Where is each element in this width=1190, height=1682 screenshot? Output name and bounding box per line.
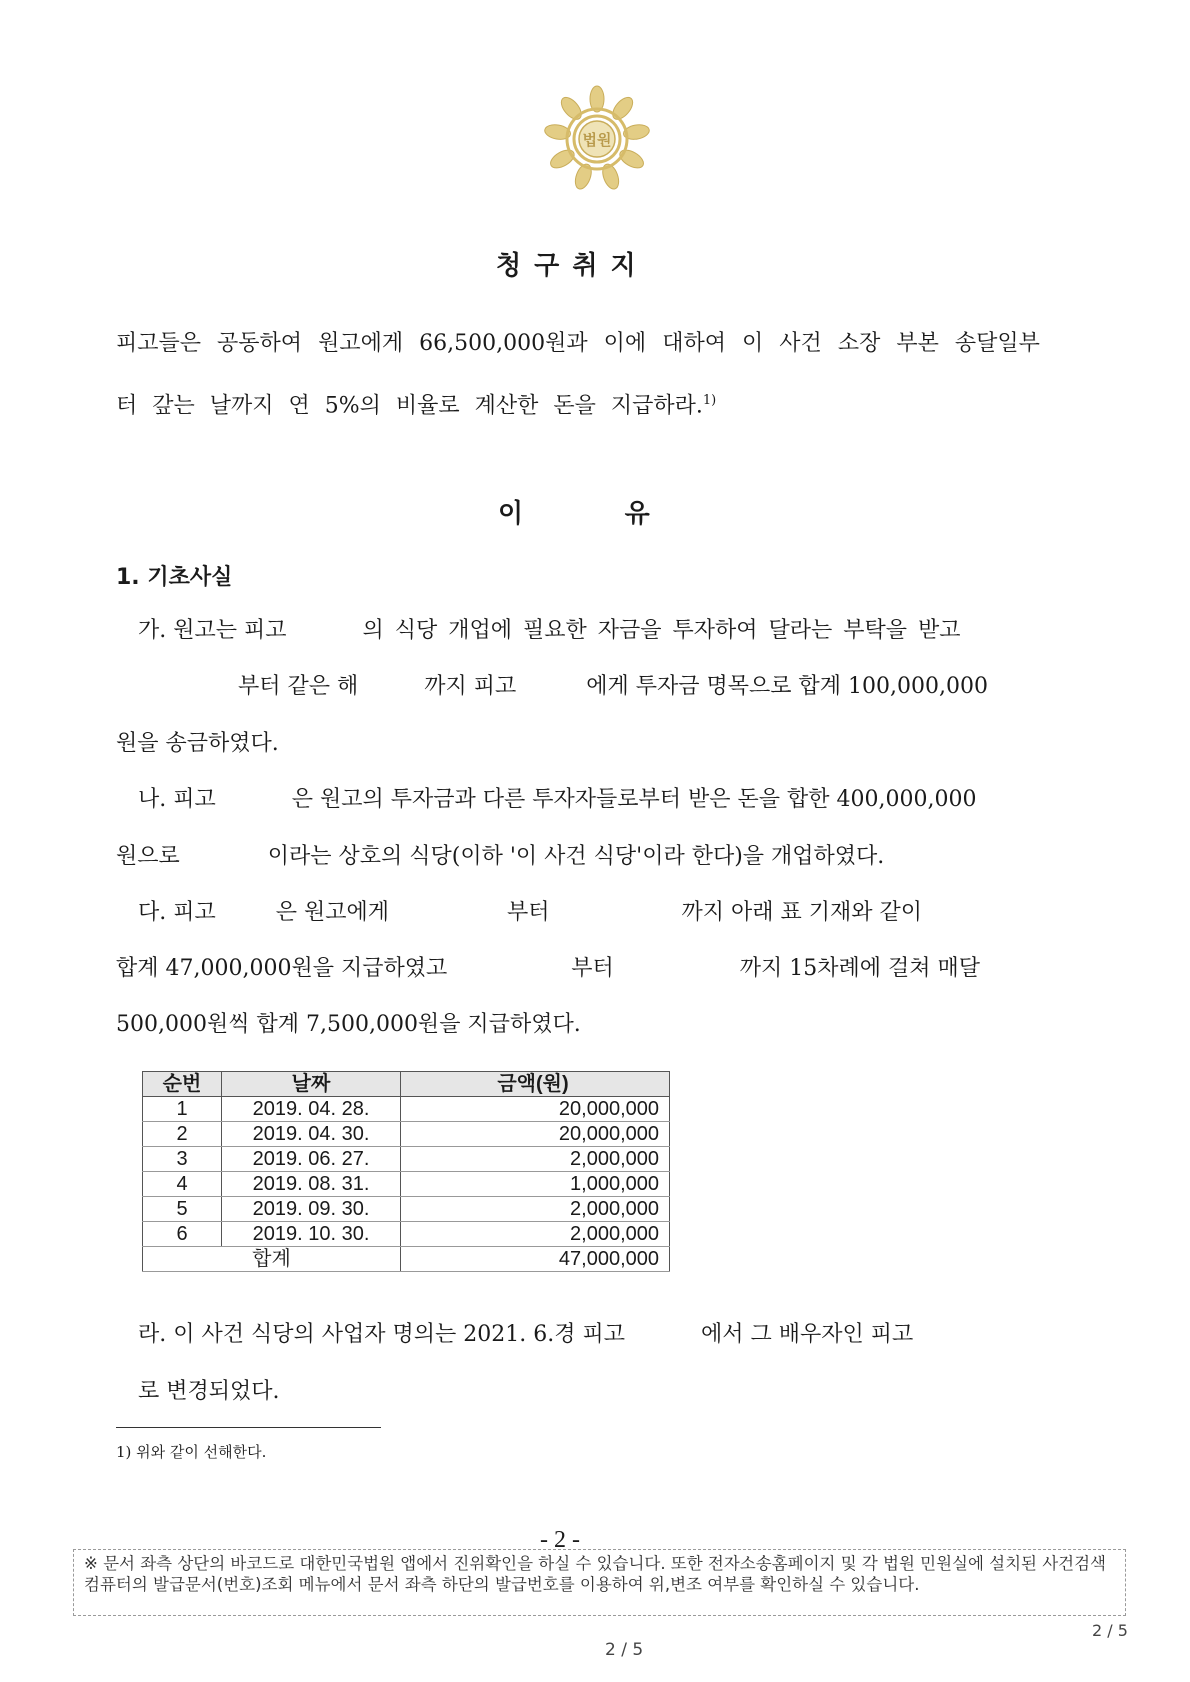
cell-number: 2: [143, 1122, 222, 1147]
total-amount: 47,000,000: [401, 1247, 670, 1272]
cell-amount: 1,000,000: [401, 1172, 670, 1197]
text-segment: 까지 아래 표 기재와 같이: [681, 900, 923, 925]
text-segment: 에서 그 배우자인 피고: [700, 1322, 914, 1347]
table-total-row: [143, 1247, 670, 1272]
table-row: [143, 1172, 670, 1197]
text-segment: 라. 이 사건 식당의 사업자 명의는 2021. 6.경 피고: [138, 1322, 625, 1347]
claim-heading: 청 구 취 지: [496, 251, 638, 281]
claim-line-2-text: 터 갚는 날까지 연 5%의 비율로 계산한 돈을 지급하라.: [116, 393, 703, 419]
text-segment: 부터: [507, 900, 550, 925]
cell-amount: 2,000,000: [401, 1197, 670, 1222]
cell-amount: 20,000,000: [401, 1122, 670, 1147]
para-na-line-2: [116, 843, 884, 871]
para-da-line-1: [138, 899, 922, 927]
page-count-bottom: 2 / 5: [605, 1640, 644, 1660]
text-segment: 에게 투자금 명목으로 합계 100,000,000: [586, 674, 988, 699]
para-na-line-1: [138, 786, 976, 814]
para-ga-line-3: 원을 송금하였다.: [116, 731, 279, 756]
claim-word: 이: [741, 331, 764, 356]
claim-word: 66,500,000원과: [419, 331, 588, 356]
claim-word: 이에: [603, 331, 647, 356]
court-emblem-logo: [543, 85, 651, 193]
table-row: [143, 1147, 670, 1172]
text-segment: 가. 원고는 피고: [138, 618, 287, 643]
table-header-row: [143, 1072, 670, 1097]
text-segment: 의 식당 개업에 필요한 자금을 투자하여 달라는 부탁을 받고: [362, 618, 961, 643]
text-segment: 까지 피고: [424, 674, 517, 699]
page-number-marker: - 2 -: [540, 1527, 580, 1553]
claim-word: 원고에게: [318, 331, 404, 356]
reasons-heading: 이 유: [498, 499, 652, 529]
para-ra-line-2: 로 변경되었다.: [138, 1379, 280, 1404]
para-ra-line-1: [138, 1321, 913, 1349]
column-header-number: 순번: [143, 1072, 222, 1097]
cell-number: 1: [143, 1097, 222, 1122]
claim-word: 피고들은: [116, 331, 202, 356]
text-segment: 부터 같은 해: [238, 674, 359, 699]
cell-date: 2019. 08. 31.: [222, 1172, 401, 1197]
table-row: [143, 1222, 670, 1247]
total-label: 합계: [143, 1247, 401, 1272]
claim-word: 부본: [896, 331, 939, 356]
section-basic-facts: 1. 기초사실: [116, 565, 233, 590]
para-da-line-2: [116, 955, 980, 983]
para-ga-line-1: [138, 617, 961, 645]
table-row: [143, 1197, 670, 1222]
text-segment: 나. 피고: [138, 787, 216, 812]
footnote-divider: [116, 1427, 381, 1428]
text-segment: 원으로: [116, 844, 180, 869]
text-segment: 이라는 상호의 식당(이하 '이 사건 식당'이라 한다)을 개업하였다.: [267, 844, 885, 869]
cell-date: 2019. 09. 30.: [222, 1197, 401, 1222]
claim-word: 공동하여: [217, 331, 303, 356]
claim-word: 사건: [779, 331, 822, 356]
claim-word: 송달일부: [954, 331, 1040, 356]
column-header-amount: 금액(원): [401, 1072, 670, 1097]
cell-date: 2019. 10. 30.: [222, 1222, 401, 1247]
cell-number: 6: [143, 1222, 222, 1247]
claim-line-1: [116, 330, 1040, 358]
text-segment: 은 원고의 투자금과 다른 투자자들로부터 받은 돈을 합한 400,000,000: [291, 787, 977, 812]
cell-date: 2019. 04. 28.: [222, 1097, 401, 1122]
text-segment: 까지 15차례에 걸쳐 매달: [739, 956, 980, 981]
cell-amount: 20,000,000: [401, 1097, 670, 1122]
page-count-right: 2 / 5: [1092, 1621, 1128, 1640]
para-ga-line-2: [238, 673, 988, 701]
text-segment: 부터: [571, 956, 614, 981]
cell-number: 3: [143, 1147, 222, 1172]
payments-table: [142, 1071, 670, 1272]
cell-date: 2019. 06. 27.: [222, 1147, 401, 1172]
table-row: [143, 1097, 670, 1122]
para-da-line-3: 500,000원씩 합계 7,500,000원을 지급하였다.: [116, 1012, 581, 1037]
verification-notice: ※ 문서 좌측 상단의 바코드로 대한민국법원 앱에서 진위확인을 하실 수 있습니다. 또한 전자소송홈페이지 및 각 법원 민원실에 설치된 사건검색 컴퓨터의 발급문서(번호)조회 메뉴에서 문서 좌측 하단의 발급번호를 이용하여 위,변조 여부를 확인하실 수 있습니다.: [73, 1549, 1126, 1616]
cell-amount: 2,000,000: [401, 1222, 670, 1247]
text-segment: 합계 47,000,000원을 지급하였고: [116, 956, 448, 981]
cell-number: 5: [143, 1197, 222, 1222]
cell-amount: 2,000,000: [401, 1147, 670, 1172]
claim-word: 소장: [837, 331, 881, 356]
text-segment: 은 원고에게: [275, 900, 390, 925]
footnote-text: 1) 위와 같이 선해한다.: [116, 1443, 267, 1461]
svg-text:법원: 법원: [582, 131, 612, 149]
claim-word: 대하여: [662, 331, 726, 356]
text-segment: 다. 피고: [138, 900, 216, 925]
column-header-date: 날짜: [222, 1072, 401, 1097]
claim-line-2: [116, 387, 716, 420]
table-row: [143, 1122, 670, 1147]
cell-number: 4: [143, 1172, 222, 1197]
footnote-reference: 1): [702, 393, 717, 408]
cell-date: 2019. 04. 30.: [222, 1122, 401, 1147]
